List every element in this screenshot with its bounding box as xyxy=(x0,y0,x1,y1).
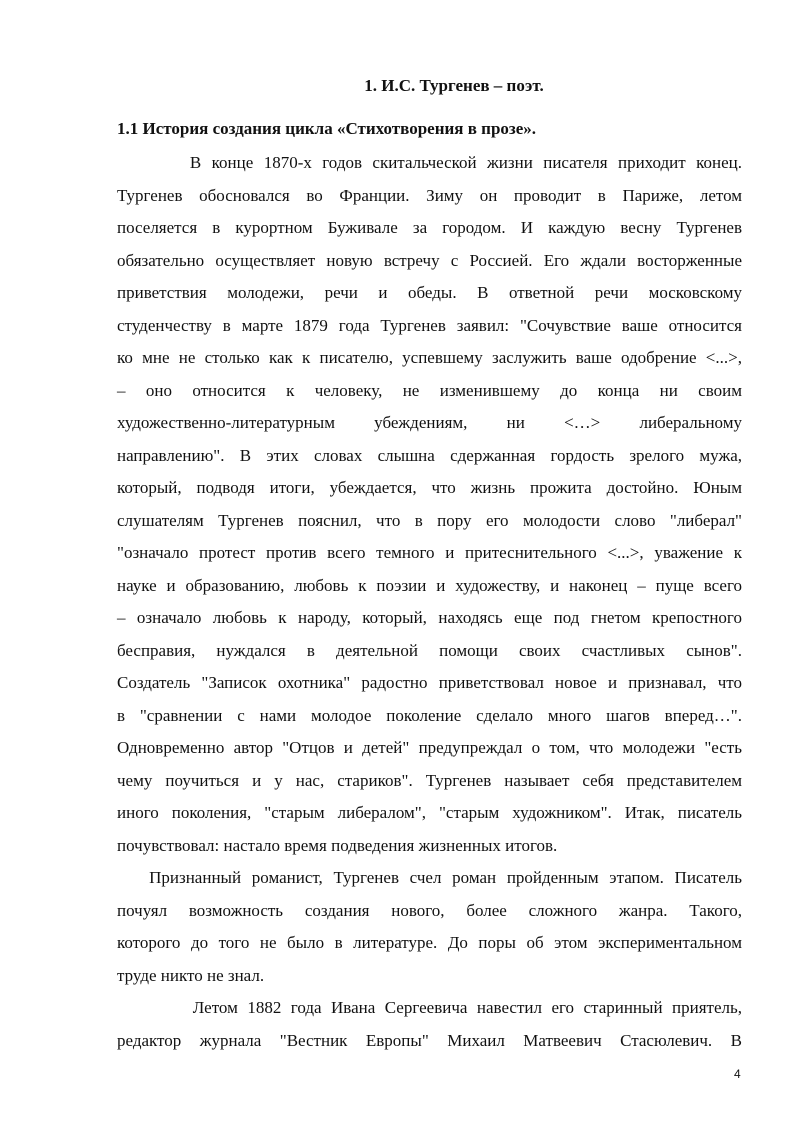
text-line: В конце 1870-х годов скитальческой жизни писателя приходит конец. xyxy=(117,153,742,172)
text-line: Признанный романист, Тургенев счел роман пройденным этапом. Писатель xyxy=(117,868,742,887)
text-line: иного поколения, "старым либералом", "старым художником". Итак, писатель xyxy=(117,803,742,822)
text-line: студенчеству в марте 1879 года Тургенев заявил: "Сочувствие ваше относится xyxy=(117,315,742,335)
text-line: науке и образованию, любовь к поэзии и художеству, и наконец – пуще всего xyxy=(117,575,742,595)
text-line: труде никто не знал. xyxy=(117,965,265,985)
text-line: Летом 1882 года Ивана Сергеевича навестил его старинный приятель, xyxy=(117,998,742,1017)
text-line: в "сравнении с нами молодое поколение сделало много шагов вперед…". xyxy=(117,705,742,725)
text-line: – оно относится к человеку, не изменившему до конца ни своим xyxy=(117,380,742,400)
chapter-title: 1. И.С. Тургенев – поэт. xyxy=(364,76,544,95)
paragraph xyxy=(117,992,742,1057)
paragraph xyxy=(117,147,742,862)
text-line: "означало протест против всего темного и притеснительного <...>, уважение к xyxy=(117,543,742,562)
text-line: который, подводя итоги, убеждается, что жизнь прожита достойно. Юным xyxy=(117,478,742,497)
text-line: приветствия молодежи, речи и обеды. В ответной речи московскому xyxy=(117,283,742,302)
text-line: бесправия, нуждался в деятельной помощи своих счастливых сынов". xyxy=(117,640,742,660)
text-line: чему поучиться и у нас, стариков". Тургенев называет себя представителем xyxy=(117,770,742,790)
section-title: 1.1 История создания цикла «Стихотворения в прозе». xyxy=(117,119,537,138)
text-line: слушателям Тургенев пояснил, что в пору его молодости слово "либерал" xyxy=(117,510,742,530)
text-line: Тургенев обосновался во Франции. Зиму он проводит в Париже, летом xyxy=(117,185,742,205)
paragraph xyxy=(117,862,742,992)
text-line: художественно-литературным убеждениям, ни <…> либеральному xyxy=(117,413,742,432)
page-number: 4 xyxy=(734,1067,741,1081)
text-line: ко мне не столько как к писателю, успевшему заслужить ваше одобрение <...>, xyxy=(117,348,742,367)
text-line: редактор журнала "Вестник Европы" Михаил Матвеевич Стасюлевич. В xyxy=(117,1030,742,1050)
document-body xyxy=(117,147,742,1057)
text-line: – означало любовь к народу, который, находясь еще под гнетом крепостного xyxy=(117,608,742,627)
text-line: почувствовал: настало время подведения жизненных итогов. xyxy=(117,835,558,855)
text-line: которого до того не было в литературе. До поры об этом экспериментальном xyxy=(117,933,742,952)
text-line: почуял возможность создания нового, более сложного жанра. Такого, xyxy=(117,900,742,920)
text-line: обязательно осуществляет новую встречу с Россией. Его ждали восторженные xyxy=(117,250,742,270)
text-line: поселяется в курортном Буживале за городом. И каждую весну Тургенев xyxy=(117,218,742,237)
text-line: Одновременно автор "Отцов и детей" предупреждал о том, что молодежи "есть xyxy=(117,738,742,757)
text-line: Создатель "Записок охотника" радостно приветствовал новое и признавал, что xyxy=(117,673,742,692)
text-line: направлению". В этих словах слышна сдержанная гордость зрелого мужа, xyxy=(117,445,742,465)
